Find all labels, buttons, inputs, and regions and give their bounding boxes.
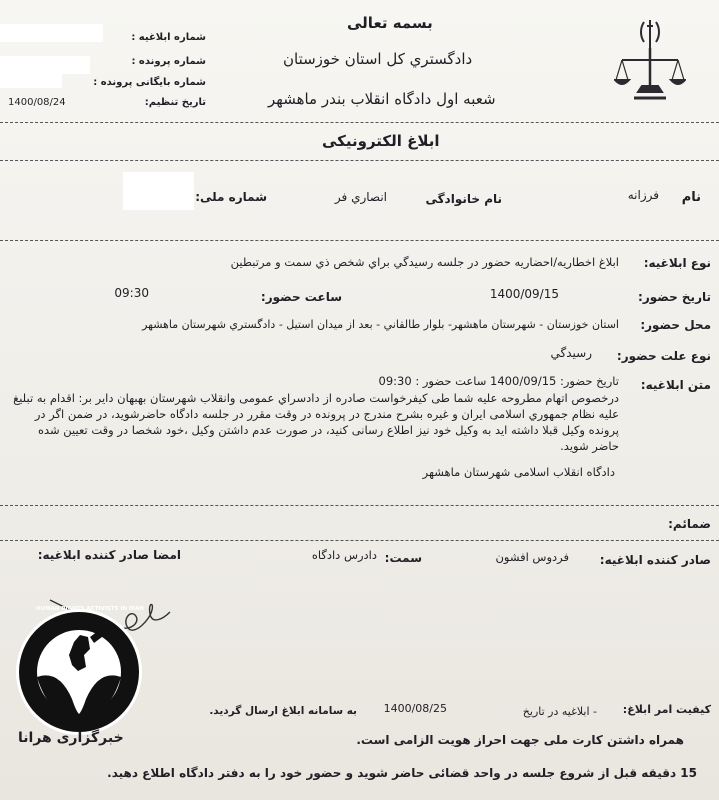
notice-type-value: ابلاغ اخطاريه/احضاريه حضور در جلسه رسيدگي براي شخص ذي سمت و مرتبطين <box>230 255 619 269</box>
document-title: ابلاغ الكترونيكی <box>322 132 440 150</box>
redaction-box <box>0 56 90 74</box>
divider <box>0 160 719 161</box>
name-value: فرزانه <box>627 188 659 202</box>
attendance-date-value: 1400/09/15 <box>489 287 559 301</box>
attendance-date-label: تاريخ حضور: <box>638 290 711 304</box>
issuer-name: فردوس افشون <box>495 550 569 564</box>
notice-text-first-line: تاريخ حضور: 1400/09/15 ساعت حضور : 09:30 <box>378 374 619 388</box>
org-heading: دادگستري كل استان خوزستان <box>283 50 473 68</box>
delivery-text-suffix: به سامانه ابلاغ ارسال گرديد. <box>209 705 357 717</box>
date-label: تاريخ تنظيم: <box>144 97 206 108</box>
notice-text-paragraph: درخصوص اتهام مطروحه عليه شما طی كيفرخواست صادره از دادسراي عمومی وانقلاب شهرستان بهبهان داير بر: اقدام به تبليغ عليه نظام جمهوري اسلامی ايران و غيره بشرح مندرج در پرونده در وقت مقرر در جلسه دادگاه حاضرشويد، در ضمن اگر در پرونده وكيل قبلا داشته ايد به وكيل خود نيز اطلاع رسانی كنيد، در صورت عدم داشتن وكيل ،خود شخصا در وقت تعيين شده حاضر شويد. <box>13 391 619 453</box>
divider <box>0 240 719 241</box>
divider <box>0 540 719 541</box>
footer-note-id-card: همراه داشتن كارت ملی جهت احراز هويت الزامی است. <box>356 733 684 747</box>
family-name-value: انصاري فر <box>334 190 387 204</box>
footer-note-arrival: 15 دقيقه قبل از شروع جلسه در واحد قضائی حاضر شويد و حضور خود را به دفتر دادگاه اطلاع دهيد. <box>107 766 697 780</box>
redaction-box <box>0 74 62 88</box>
divider <box>0 505 719 506</box>
delivery-method-label: كيفيت امر ابلاغ: <box>622 703 711 716</box>
case-number-label: شماره پرونده : <box>131 56 206 67</box>
hrana-agency-name: خبرگزاری هرانا <box>18 730 124 746</box>
bismillah-heading: بسمه تعالی <box>347 14 433 32</box>
issuer-role-label: سمت: <box>384 551 422 565</box>
divider <box>0 122 719 123</box>
hrana-logo <box>14 607 144 737</box>
attendance-place-value: استان خوزستان - شهرستان ماهشهر- بلوار طالقاني - بعد از ميدان استيل - دادگستري شهرستان ماهشهر <box>142 318 619 331</box>
name-label: نام <box>681 190 701 205</box>
notice-type-label: نوع ابلاغيه: <box>643 256 711 270</box>
branch-heading: شعبه اول دادگاه انقلاب بندر ماهشهر <box>268 90 496 108</box>
hrana-ring-text: HUMAN RIGHTS ACTIVISTS IN IRAN <box>36 606 145 612</box>
issuer-label: صادر كننده ابلاغيه: <box>599 553 711 567</box>
attachments-label: ضمائم: <box>668 517 711 531</box>
attendance-reason-value: رسيدگي <box>550 346 592 360</box>
family-name-label: نام خانوادگی <box>425 192 502 206</box>
date-value: 1400/08/24 <box>8 97 66 108</box>
national-id-label: شماره ملی: <box>195 190 267 204</box>
attendance-reason-label: نوع علت حضور: <box>616 349 711 363</box>
notice-signature-line: دادگاه انقلاب اسلامی شهرستان ماهشهر <box>422 465 615 479</box>
notice-number-label: شماره ابلاغيه : <box>131 32 206 43</box>
attendance-time-label: ساعت حضور: <box>260 290 342 304</box>
issuer-signature-label: امضا صادر كننده ابلاغيه: <box>37 548 181 562</box>
attendance-place-label: محل حضور: <box>640 318 711 332</box>
delivery-text-prefix: - ابلاغيه در تاريخ <box>522 705 597 718</box>
delivery-date: 1400/08/25 <box>383 702 447 715</box>
issuer-role-value: دادرس دادگاه <box>311 548 377 562</box>
attendance-time-value: 09:30 <box>114 286 149 300</box>
redaction-box <box>0 24 103 42</box>
iran-judiciary-emblem-icon <box>614 14 686 109</box>
notice-text-label: متن ابلاغيه: <box>640 378 711 392</box>
archive-number-label: شماره بايگانی پرونده : <box>93 77 206 88</box>
redaction-box <box>123 172 194 210</box>
